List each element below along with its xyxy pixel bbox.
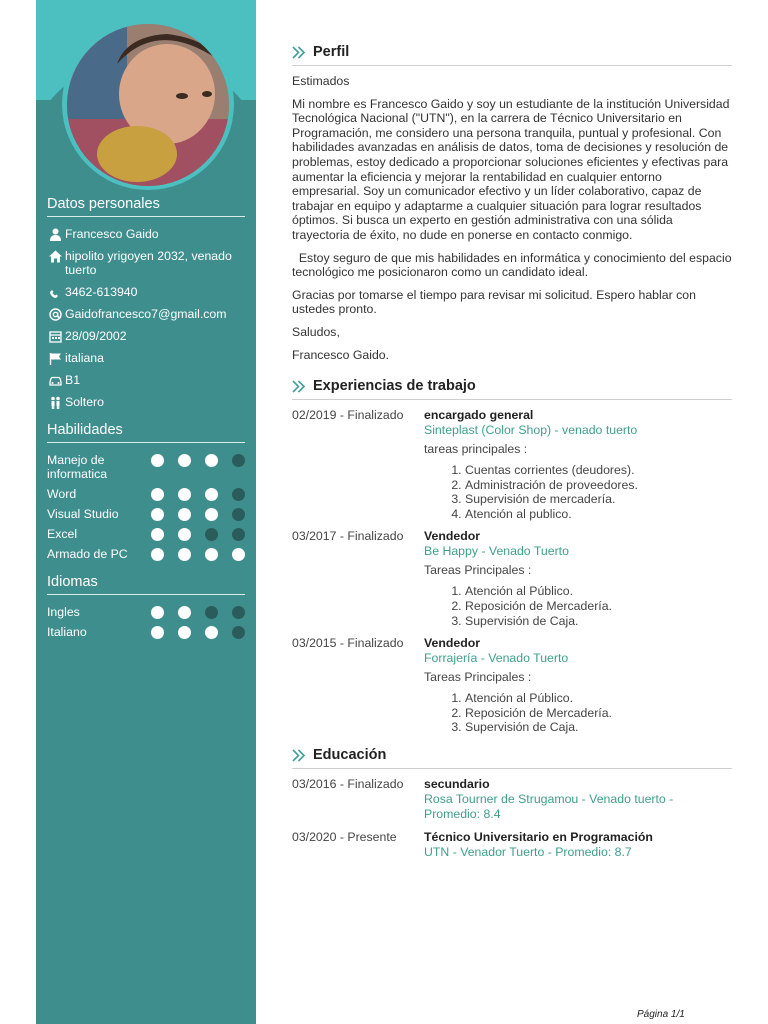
at-icon [47, 307, 63, 321]
experience-list [292, 408, 732, 735]
experience-organization: Be Happy - Venado Tuerto [424, 544, 569, 559]
experience-task-list [424, 691, 732, 735]
experience-organization: Forrajería - Venado Tuerto [424, 651, 569, 666]
double-chevron-icon [292, 749, 306, 762]
personal-address-row [47, 249, 245, 277]
skills-name: Excel [47, 527, 78, 541]
education-list [292, 777, 732, 860]
personal-email: Gaidofrancesco7@gmail.com [65, 307, 227, 321]
experience-body [424, 408, 732, 521]
education-date: 03/2016 - Finalizado [292, 777, 404, 792]
profile-header [292, 44, 732, 66]
rating-dot-empty [232, 606, 245, 619]
personal-nationality-row [47, 351, 245, 365]
personal-birthdate-row [47, 329, 245, 343]
rating-dot-filled [151, 548, 164, 561]
skills-title: Habilidades [47, 422, 245, 443]
personal-civil-status: Soltero [65, 395, 104, 409]
skills-rating [151, 527, 245, 541]
education-body [424, 830, 732, 860]
languages-rating [151, 625, 245, 639]
education-organization: UTN - Venador Tuerto - Promedio: 8.7 [424, 845, 632, 860]
education-title: Educación [313, 747, 387, 764]
experience-role: encargado general [424, 408, 534, 423]
personal-data-section [47, 196, 245, 417]
rating-dot-empty [232, 626, 245, 639]
experience-task-item: 1. Atención al Público. [465, 691, 732, 706]
personal-phone-row [47, 285, 245, 299]
profile-greeting: Estimados [292, 74, 350, 88]
main-content [292, 44, 735, 868]
rating-dot-filled [232, 548, 245, 561]
skills-rating [151, 487, 245, 501]
experience-task-item: 2. Reposición de Mercadería. [465, 706, 732, 721]
personal-data-title: Datos personales [47, 196, 245, 217]
people-icon [47, 395, 63, 409]
languages-row [47, 625, 245, 639]
education-entry [292, 830, 732, 860]
languages-row [47, 605, 245, 619]
experience-body [424, 636, 732, 735]
skills-name: Visual Studio [47, 507, 119, 521]
rating-dot-filled [178, 548, 191, 561]
rating-dot-filled [151, 528, 164, 541]
skills-rating [151, 507, 245, 521]
car-icon [47, 373, 63, 387]
personal-nationality: italiana [65, 351, 104, 365]
rating-dot-filled [178, 626, 191, 639]
experience-task-item: 3. Supervisión de Caja. [465, 614, 732, 629]
experience-tasks-heading: Tareas Principales : [424, 670, 532, 685]
personal-address: hipolito yrigoyen 2032, venado tuerto [65, 249, 232, 277]
profile-photo [67, 24, 229, 186]
education-date: 03/2020 - Presente [292, 830, 397, 845]
rating-dot-filled [151, 454, 164, 467]
phone-icon [47, 285, 63, 299]
rating-dot-filled [151, 488, 164, 501]
rating-dot-filled [205, 454, 218, 467]
experience-task-item: 3. Supervisión de mercadería. [465, 492, 732, 507]
experience-task-item: 4. Atención al publico. [465, 507, 732, 522]
personal-name: Francesco Gaido [65, 227, 159, 241]
languages-name: Italiano [47, 625, 87, 639]
personal-birthdate: 28/09/2002 [65, 329, 127, 343]
profile-salutation: Saludos, [292, 324, 340, 339]
person-icon [47, 227, 63, 241]
rating-dot-filled [178, 606, 191, 619]
rating-dot-empty [205, 528, 218, 541]
experience-organization: Sinteplast (Color Shop) - venado tuerto [424, 423, 638, 438]
rating-dot-filled [178, 508, 191, 521]
personal-name-row [47, 227, 245, 241]
experience-title: Experiencias de trabajo [313, 378, 476, 395]
experience-role: Vendedor [424, 529, 481, 544]
languages-rating [151, 605, 245, 619]
experience-header [292, 378, 732, 400]
skills-row [47, 507, 245, 521]
education-organization: Rosa Tourner de Strugamou - Venado tuerto - Promedio: 8.4 [424, 792, 674, 822]
rating-dot-filled [205, 548, 218, 561]
education-body [424, 777, 732, 822]
profile-body: Mi nombre es Francesco Gaido y soy un estudiante de la institución Universidad Tecnológica Nacional ("UTN"), en la carrera de Técnico Universitario en Programación, me considero una persona tranquila, puntual y profesional. Con habilidades avanzadas en análisis de datos, toma de decisiones y resolución de problemas, estoy dedicado a proporcionar soluciones eficientes y efectivas para aumentar la eficiencia y mejorar la rentabilidad en cualquier entorno empresarial. Soy un comunicador efectivo y un líder colaborativo, capaz de trabajar en equipo y adaptarme a cualquier situación para lograr resultados óptimos. Si busca un experto en gestión administrativa con una sólida trayectoria de éxito, no dude en ponerse en contacto conmigo. [292, 96, 730, 242]
profile-confidence: Estoy seguro de que mis habilidades en informática y conocimiento del espacio tecnológico me posicionaron como un candidato ideal. [292, 250, 735, 280]
skills-rating [151, 453, 245, 467]
profile-signature: Francesco Gaido. [292, 347, 390, 362]
personal-phone: 3462-613940 [65, 285, 138, 299]
experience-date: 03/2017 - Finalizado [292, 529, 404, 544]
double-chevron-icon [292, 380, 306, 393]
education-entry [292, 777, 732, 822]
rating-dot-empty [232, 528, 245, 541]
personal-license: B1 [65, 373, 81, 387]
skills-row [47, 487, 245, 501]
experience-date: 02/2019 - Finalizado [292, 408, 404, 423]
rating-dot-empty [205, 606, 218, 619]
skills-name: Armado de PC [47, 547, 128, 561]
rating-dot-filled [205, 488, 218, 501]
home-icon [47, 249, 63, 263]
rating-dot-filled [205, 508, 218, 521]
languages-list [47, 605, 245, 639]
experience-task-list [424, 584, 732, 628]
skills-row [47, 453, 245, 481]
personal-license-row [47, 373, 245, 387]
profile-thanks: Gracias por tomarse el tiempo para revisar mi solicitud. Espero hablar con ustedes pronto. [292, 287, 696, 317]
skills-name: Word [47, 487, 77, 501]
languages-title: Idiomas [47, 574, 245, 595]
experience-task-item: 1. Atención al Público. [465, 584, 732, 599]
experience-entry [292, 529, 732, 628]
rating-dot-filled [151, 606, 164, 619]
rating-dot-filled [178, 528, 191, 541]
skills-list [47, 453, 245, 561]
rating-dot-filled [178, 488, 191, 501]
profile-title: Perfil [313, 44, 350, 60]
rating-dot-filled [178, 454, 191, 467]
experience-body [424, 529, 732, 628]
page-number: Página 1/1 [637, 1009, 685, 1020]
experience-task-item: 1. Cuentas corrientes (deudores). [465, 463, 732, 478]
experience-date: 03/2015 - Finalizado [292, 636, 404, 651]
education-role: Técnico Universitario en Programación [424, 830, 653, 845]
calendar-icon [47, 329, 63, 343]
skills-row [47, 527, 245, 541]
flag-icon [47, 351, 63, 365]
sidebar [36, 0, 256, 1024]
experience-task-list [424, 463, 732, 521]
rating-dot-filled [205, 626, 218, 639]
languages-section [47, 574, 245, 645]
skills-section [47, 422, 245, 567]
experience-tasks-heading: Tareas Principales : [424, 563, 532, 578]
rating-dot-empty [232, 488, 245, 501]
education-header [292, 747, 732, 769]
education-role: secundario [424, 777, 490, 792]
experience-role: Vendedor [424, 636, 481, 651]
experience-task-item: 2. Reposición de Mercadería. [465, 599, 732, 614]
personal-email-row [47, 307, 245, 321]
skills-name: Manejo de informatica [47, 453, 108, 481]
rating-dot-empty [232, 454, 245, 467]
experience-tasks-heading: tareas principales : [424, 442, 528, 457]
languages-name: Ingles [47, 605, 80, 619]
rating-dot-empty [232, 508, 245, 521]
experience-task-item: 2. Administración de proveedores. [465, 478, 732, 493]
experience-task-item: 3. Supervisión de Caja. [465, 720, 732, 735]
personal-civil-status-row [47, 395, 245, 409]
experience-entry [292, 636, 732, 735]
double-chevron-icon [292, 46, 306, 59]
skills-rating [151, 547, 245, 561]
experience-entry [292, 408, 732, 521]
skills-row [47, 547, 245, 561]
rating-dot-filled [151, 626, 164, 639]
rating-dot-filled [151, 508, 164, 521]
